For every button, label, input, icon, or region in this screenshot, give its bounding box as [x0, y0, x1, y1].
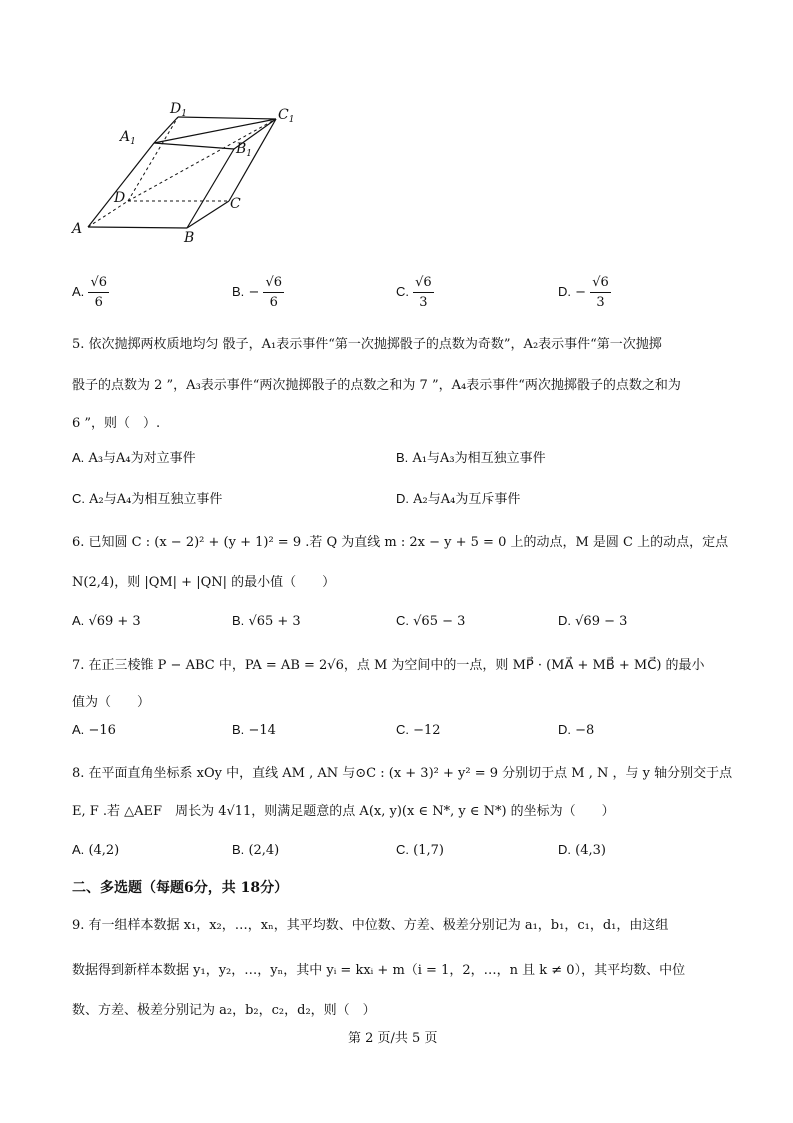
q9-line-2: 数据得到新样本数据 y₁，y₂，…，yₙ，其中 yᵢ = kxᵢ + m（i = 1，2，…，n 且 k ≠ 0），其平均数、中位	[72, 963, 686, 978]
label-D: D	[114, 190, 126, 206]
label-A1: $A_1$	[120, 129, 136, 147]
label-B: B	[184, 230, 195, 245]
q8-line-2: E, F .若 △AEF 周长为 4√11，则满足题意的点 A(x, y)(x ∈ N*, y ∈ N*) 的坐标为（ ）	[72, 804, 615, 819]
label-C: C	[230, 196, 241, 212]
label-D1: $D_1$	[170, 101, 187, 119]
q5-option-b: B. A₁与A₃为相互独立事件	[396, 450, 546, 466]
q6-line-1: 6. 已知圆 C : (x − 2)² + (y + 1)² = 9 .若 Q 为直线 m : 2x − y + 5 = 0 上的动点，M 是圆 C 上的动点，定点	[72, 535, 729, 550]
edge-BB1	[187, 149, 234, 228]
q7-line-2: 值为（ ）	[72, 695, 151, 710]
edge-AB	[88, 227, 187, 228]
q7-option-c: C. −12	[396, 722, 441, 738]
parallelepiped-figure	[66, 95, 316, 249]
parallelepiped-svg	[66, 95, 316, 245]
q5-line-2: 骰子的点数为 2 ”，A₃表示事件“两次抛掷骰子的点数之和为 7 ”，A₄表示事件“两次抛掷骰子的点数之和为	[72, 378, 681, 393]
q4-option-a-fraction: $\frac{√6}{6}$	[90, 275, 107, 310]
q6-line-2: N(2,4)，则 |QM| + |QN| 的最小值（ ）	[72, 575, 336, 590]
q5-option-d: D. A₂与A₄为互斥事件	[396, 491, 521, 507]
q4-option-d: D. − $\frac{√6}{3}$	[558, 275, 609, 310]
section-heading-multiple-choice: 二、多选题（每题6分，共 18分）	[72, 880, 289, 896]
q4-option-b: B. − $\frac{√6}{6}$	[232, 275, 283, 310]
q4-option-d-fraction: $\frac{√6}{3}$	[592, 275, 609, 310]
q8-option-a: A. (4,2)	[72, 842, 120, 858]
q5-line-3: 6 ”，则（ ）.	[72, 416, 161, 431]
edge-D1C1	[178, 117, 276, 119]
q7-option-d: D. −8	[558, 722, 595, 738]
q4-option-c-fraction: $\frac{√6}{3}$	[415, 275, 432, 310]
q8-option-b: B. (2,4)	[232, 842, 280, 858]
hidden-DC1	[128, 119, 276, 201]
q8-option-c: C. (1,7)	[396, 842, 444, 858]
label-B1: $B_1$	[236, 141, 253, 159]
hidden-DD1	[128, 117, 178, 201]
label-A: A	[72, 221, 83, 237]
q6-option-c: C. √65 − 3	[396, 613, 466, 629]
q5-option-a: A. A₃与A₄为对立事件	[72, 450, 196, 466]
page-footer: 第 2 页/共 5 页	[348, 1031, 438, 1046]
q5-line-1: 5. 依次抛掷两枚质地均匀 骰子，A₁表示事件“第一次抛掷骰子的点数为奇数”，A₂表示事件“第一次抛掷	[72, 337, 662, 352]
q9-line-3: 数、方差、极差分别记为 a₂，b₂，c₂，d₂，则（ ）	[72, 1003, 376, 1018]
q4-option-c: C. $\frac{√6}{3}$	[396, 275, 432, 310]
q4-option-a: A. $\frac{√6}{6}$	[72, 275, 107, 310]
q8-option-d: D. (4,3)	[558, 842, 606, 858]
q5-option-c: C. A₂与A₄为相互独立事件	[72, 491, 223, 507]
q8-line-1: 8. 在平面直角坐标系 xOy 中，直线 AM , AN 与⊙C : (x + 3)² + y² = 9 分别切于点 M , N ，与 y 轴分别交于点	[72, 766, 733, 781]
edge-AA1	[88, 143, 154, 227]
q7-option-a: A. −16	[72, 722, 116, 738]
q7-line-1: 7. 在正三棱锥 P − ABC 中，PA = AB = 2√6，点 M 为空间中的一点，则 MP⃗ · (MA⃗ + MB⃗ + MC⃗) 的最小	[72, 658, 705, 673]
q9-line-1: 9. 有一组样本数据 x₁，x₂，…，xₙ，其平均数、中位数、方差、极差分别记为 a₁，b₁，c₁，d₁，由这组	[72, 918, 669, 933]
q4-option-b-fraction: $\frac{√6}{6}$	[265, 275, 283, 310]
q7-option-b: B. −14	[232, 722, 276, 738]
q6-option-a: A. √69 + 3	[72, 613, 141, 629]
edge-A1B1	[154, 143, 234, 149]
q6-option-b: B. √65 + 3	[232, 613, 301, 629]
label-C1: $C_1$	[278, 107, 295, 125]
q6-option-d: D. √69 − 3	[558, 613, 628, 629]
edge-BC	[187, 201, 229, 228]
edge-CC1	[229, 119, 276, 201]
